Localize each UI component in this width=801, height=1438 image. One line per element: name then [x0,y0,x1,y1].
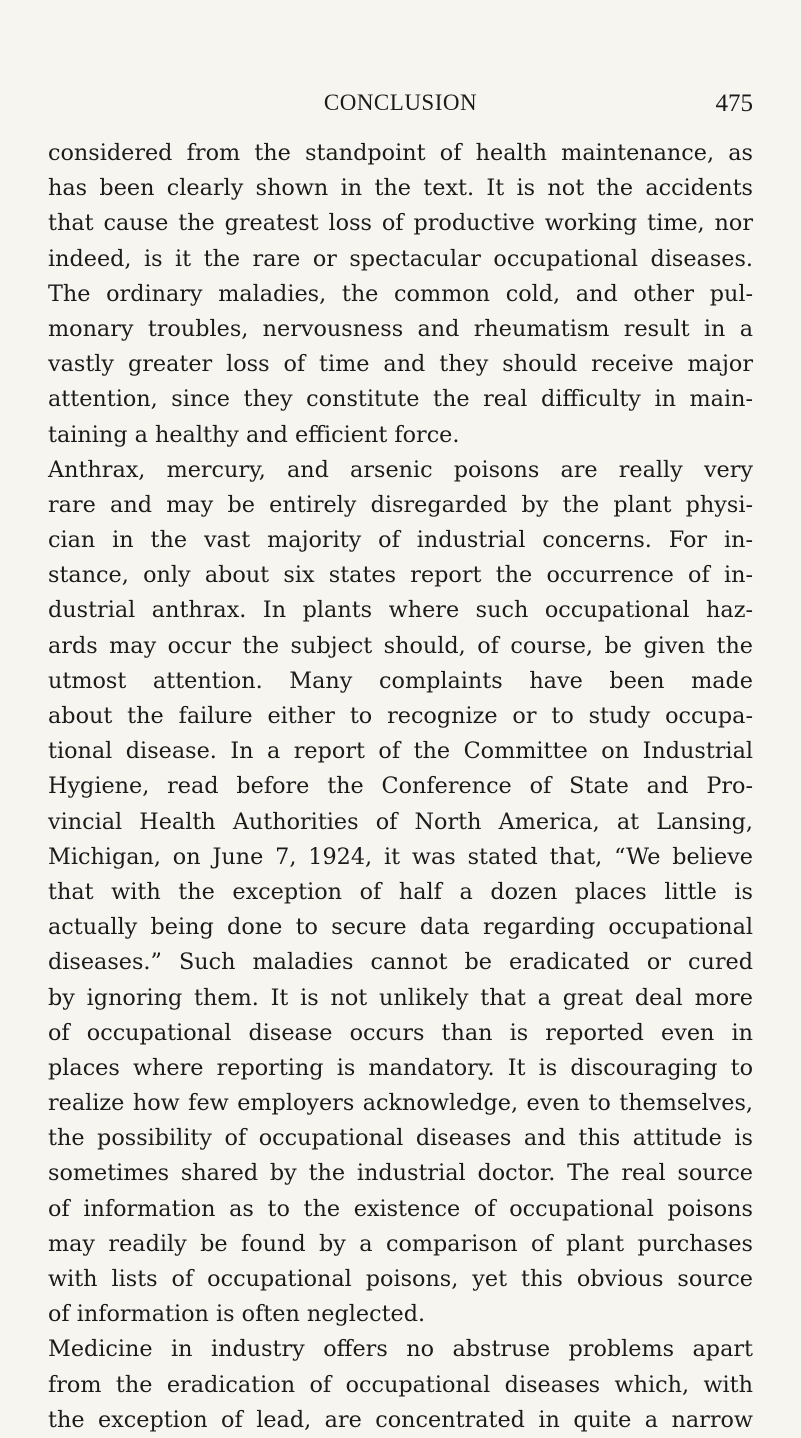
running-head [48,86,753,126]
text-line: about the failure either to recognize or to study occupa- [48,703,753,729]
text-line: that cause the greatest loss of productive working time, nor [48,210,753,237]
text-line: of occupational disease occurs than is reported even in [48,1019,753,1046]
text-line: taining a healthy and efficient force. [48,421,460,448]
text-line: Michigan, on June 7, 1924, it was stated that, “We believe [48,843,753,870]
text-line: indeed, is it the rare or spectacular occupational diseases. [48,245,753,272]
text-line: Hygiene, read before the Conference of State and Pro- [48,773,753,800]
text-line: utmost attention. Many complaints have been made [48,667,753,694]
paragraph-1 [48,136,753,453]
text-line: may readily be found by a comparison of plant purchases [48,1230,753,1257]
text-line: the exception of lead, are concentrated in quite a narrow [48,1406,753,1433]
page-number: 475 [715,90,753,117]
text-line: sometimes shared by the industrial doctor. The real source [48,1160,753,1187]
text-line: rare and may be entirely disregarded by the plant physi- [48,491,753,518]
text-line: with lists of occupational poisons, yet this obvious source [48,1266,753,1292]
text-line: dustrial anthrax. In plants where such occupational haz- [48,597,753,624]
text-line: has been clearly shown in the text. It is not the accidents [48,175,753,202]
body-text [48,136,753,1438]
text-line: of information is often neglected. [48,1301,426,1328]
text-line: monary troubles, nervousness and rheumatism result in a [48,315,753,342]
text-line: that with the exception of half a dozen places little is [48,878,753,905]
text-line: of information as to the existence of occupational poisons [48,1195,753,1222]
text-line: vincial Health Authorities of North America, at Lansing, [48,808,753,835]
text-line: attention, since they constitute the real difficulty in main- [48,386,753,413]
text-line: realize how few employers acknowledge, even to themselves, [48,1090,753,1117]
text-line: tional disease. In a report of the Committee on Industrial [48,738,753,765]
text-line: vastly greater loss of time and they should receive major [48,351,753,378]
paragraph-3 [48,1332,753,1438]
text-line: diseases.” Such maladies cannot be eradicated or cured [48,949,753,976]
text-line: places where reporting is mandatory. It is discouraging to [48,1054,753,1081]
paragraph-2 [48,453,753,1333]
text-line: actually being done to secure data regarding occupational [48,914,753,941]
text-line: The ordinary maladies, the common cold, and other pul- [48,280,753,307]
text-line: cian in the vast majority of industrial concerns. For in- [48,527,753,554]
text-line: ards may occur the subject should, of course, be given the [48,632,753,659]
running-title: CONCLUSION [323,90,478,115]
text-line: considered from the standpoint of health maintenance, as [48,140,753,166]
text-line: by ignoring them. It is not unlikely that a great deal more [48,984,753,1011]
text-line: from the eradication of occupational diseases which, with [48,1371,753,1398]
text-line: Medicine in industry offers no abstruse problems apart [48,1336,753,1363]
text-line: the possibility of occupational diseases and this attitude is [48,1125,753,1152]
text-line: Anthrax, mercury, and arsenic poisons are really very [48,456,753,483]
text-line: stance, only about six states report the occurrence of in- [48,562,753,589]
